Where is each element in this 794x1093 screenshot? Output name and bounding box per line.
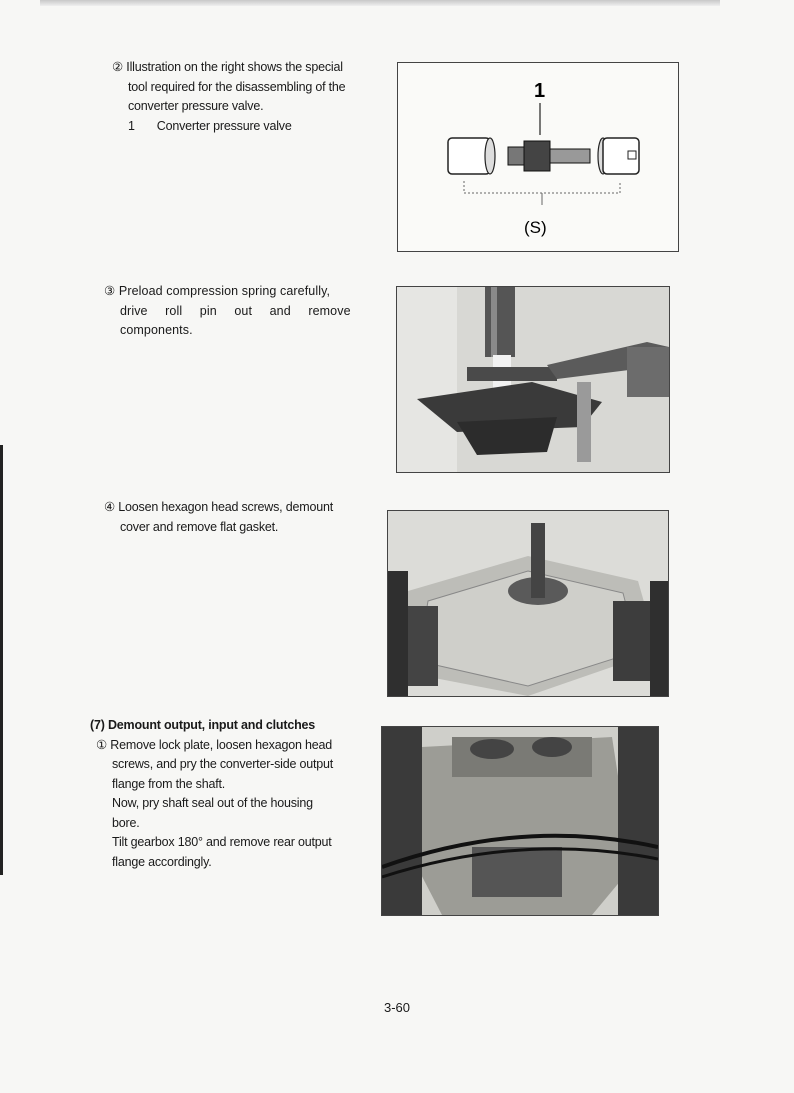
- step-2-marker: ②: [112, 60, 124, 74]
- section-7-line-5: bore.: [112, 815, 140, 830]
- section-7-line-3: flange from the shaft.: [112, 776, 226, 791]
- step-3-line-3: components.: [120, 323, 193, 337]
- right-sleeve-slot: [628, 151, 636, 159]
- valve-stem: [550, 149, 590, 163]
- step-2-legend: [112, 117, 372, 137]
- photo-output-flange: [381, 726, 659, 916]
- section-7-text: [90, 716, 360, 872]
- photo-cover-gasket: [387, 510, 669, 697]
- scan-top-band: [40, 0, 720, 6]
- left-sleeve-end: [485, 138, 495, 174]
- section-7-heading: (7) Demount output, input and clutches: [90, 718, 316, 732]
- step-4-text: [104, 498, 366, 537]
- flange-photo-svg: [382, 727, 658, 915]
- section-7-line-1: ① Remove lock plate, loosen hexagon head: [96, 737, 333, 752]
- step-4-marker: ④: [104, 500, 116, 514]
- section-7-line-2: screws, and pry the converter-side output: [112, 757, 334, 771]
- legend-number: 1: [128, 118, 135, 133]
- step-2-line-2: tool required for the disassembling of the: [128, 79, 346, 94]
- section-7-line-4: Now, pry shaft seal out of the housing: [112, 796, 313, 810]
- legend-text: Converter pressure valve: [156, 118, 292, 133]
- photo-press-spring: [396, 286, 670, 473]
- valve-body-2: [524, 141, 550, 171]
- step-2-text: [112, 58, 372, 136]
- step-3-line-1: ③ Preload compression spring carefully,: [104, 284, 331, 298]
- label-s: (S): [524, 218, 547, 237]
- bracket-line: [464, 181, 620, 193]
- step-3-line-2: drive roll pin out and remove: [120, 303, 351, 318]
- section-7-marker: ①: [96, 737, 108, 752]
- step-3-marker: ③: [104, 284, 116, 298]
- section-7-line-7: flange accordingly.: [112, 854, 212, 869]
- tool-drawing-svg: [398, 63, 678, 251]
- figure-special-tool-drawing: [397, 62, 679, 252]
- page-number: 3-60: [383, 1000, 411, 1015]
- valve-body-1: [508, 147, 526, 165]
- left-sleeve-shape: [448, 138, 490, 174]
- step-4-line-2: cover and remove flat gasket.: [120, 519, 279, 534]
- label-1: 1: [534, 80, 546, 102]
- step-2-line-3: converter pressure valve.: [128, 99, 264, 113]
- step-2-line-1: ② Illustration on the right shows the special: [112, 60, 343, 74]
- step-3-text: [104, 282, 366, 341]
- step-4-line-1: ④ Loosen hexagon head screws, demount: [104, 500, 333, 514]
- section-7-line-6: Tilt gearbox 180° and remove rear output: [112, 835, 332, 849]
- press-photo-svg: [397, 287, 669, 472]
- scan-edge-mark: [0, 445, 3, 875]
- cover-photo-svg: [388, 511, 668, 696]
